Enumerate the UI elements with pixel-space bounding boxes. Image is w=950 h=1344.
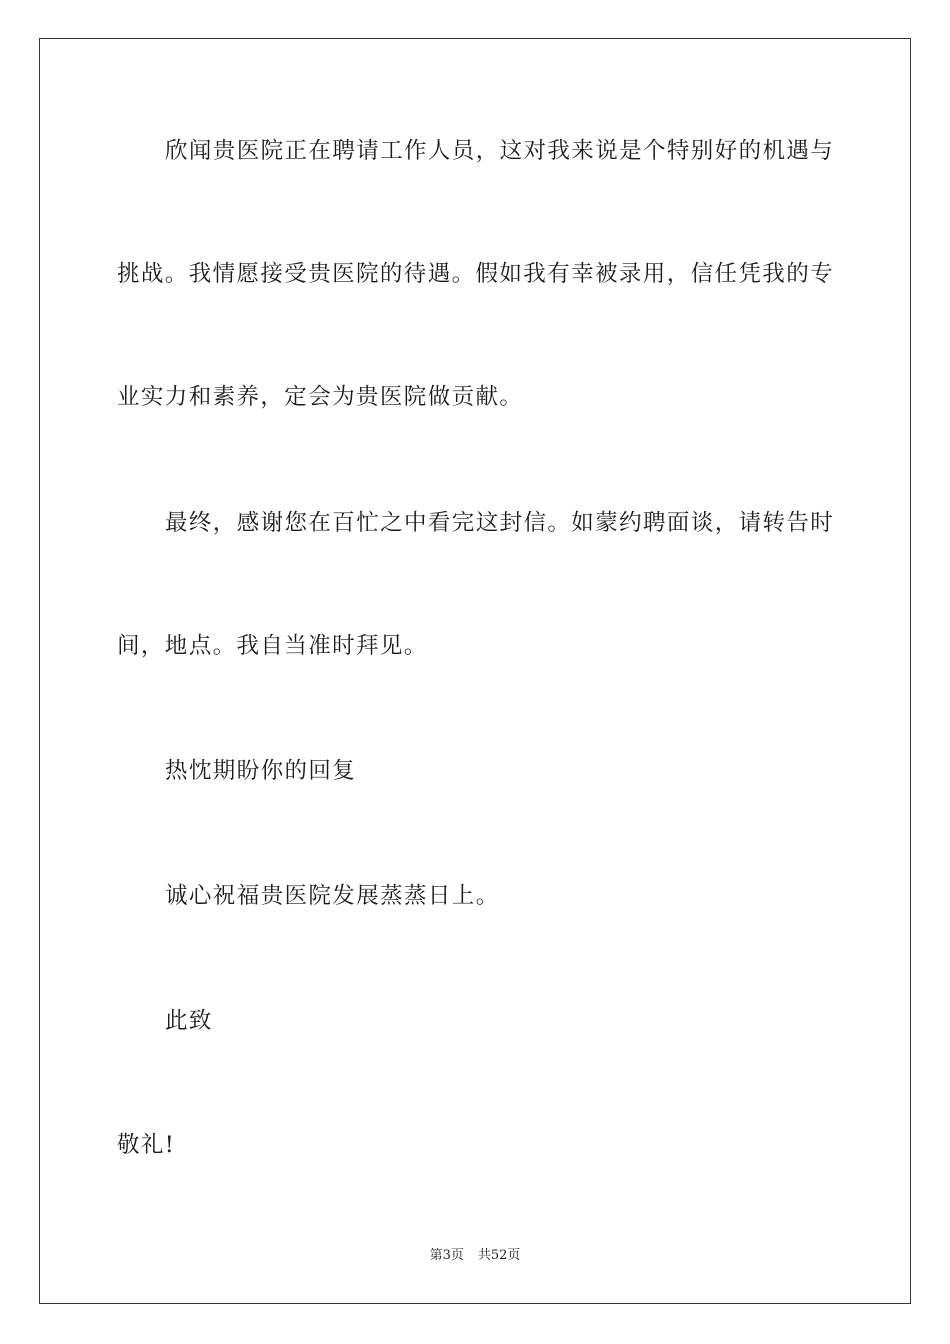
page-total: 共52页: [477, 1248, 521, 1263]
paragraph-line: 诚心祝福贵医院发展蒸蒸日上。: [165, 883, 500, 909]
paragraph-line: 业实力和素养，定会为贵医院做贡献。: [117, 384, 524, 410]
paragraph-line: 挑战。我情愿接受贵医院的待遇。假如我有幸被录用，信任凭我的专: [117, 261, 835, 287]
closing-line: 敬礼!: [117, 1132, 176, 1158]
page-footer: [0, 1247, 950, 1265]
page-border: [39, 38, 911, 1304]
paragraph-line: 欣闻贵医院正在聘请工作人员，这对我来说是个特别好的机遇与: [165, 138, 835, 164]
page-number: 第3页: [429, 1248, 464, 1263]
paragraph-line: 最终，感谢您在百忙之中看完这封信。如蒙约聘面谈，请转告时: [165, 510, 835, 536]
paragraph-line: 热忱期盼你的回复: [165, 758, 357, 784]
salutation-line: 此致: [165, 1008, 213, 1034]
paragraph-line: 间，地点。我自当准时拜见。: [117, 633, 428, 659]
